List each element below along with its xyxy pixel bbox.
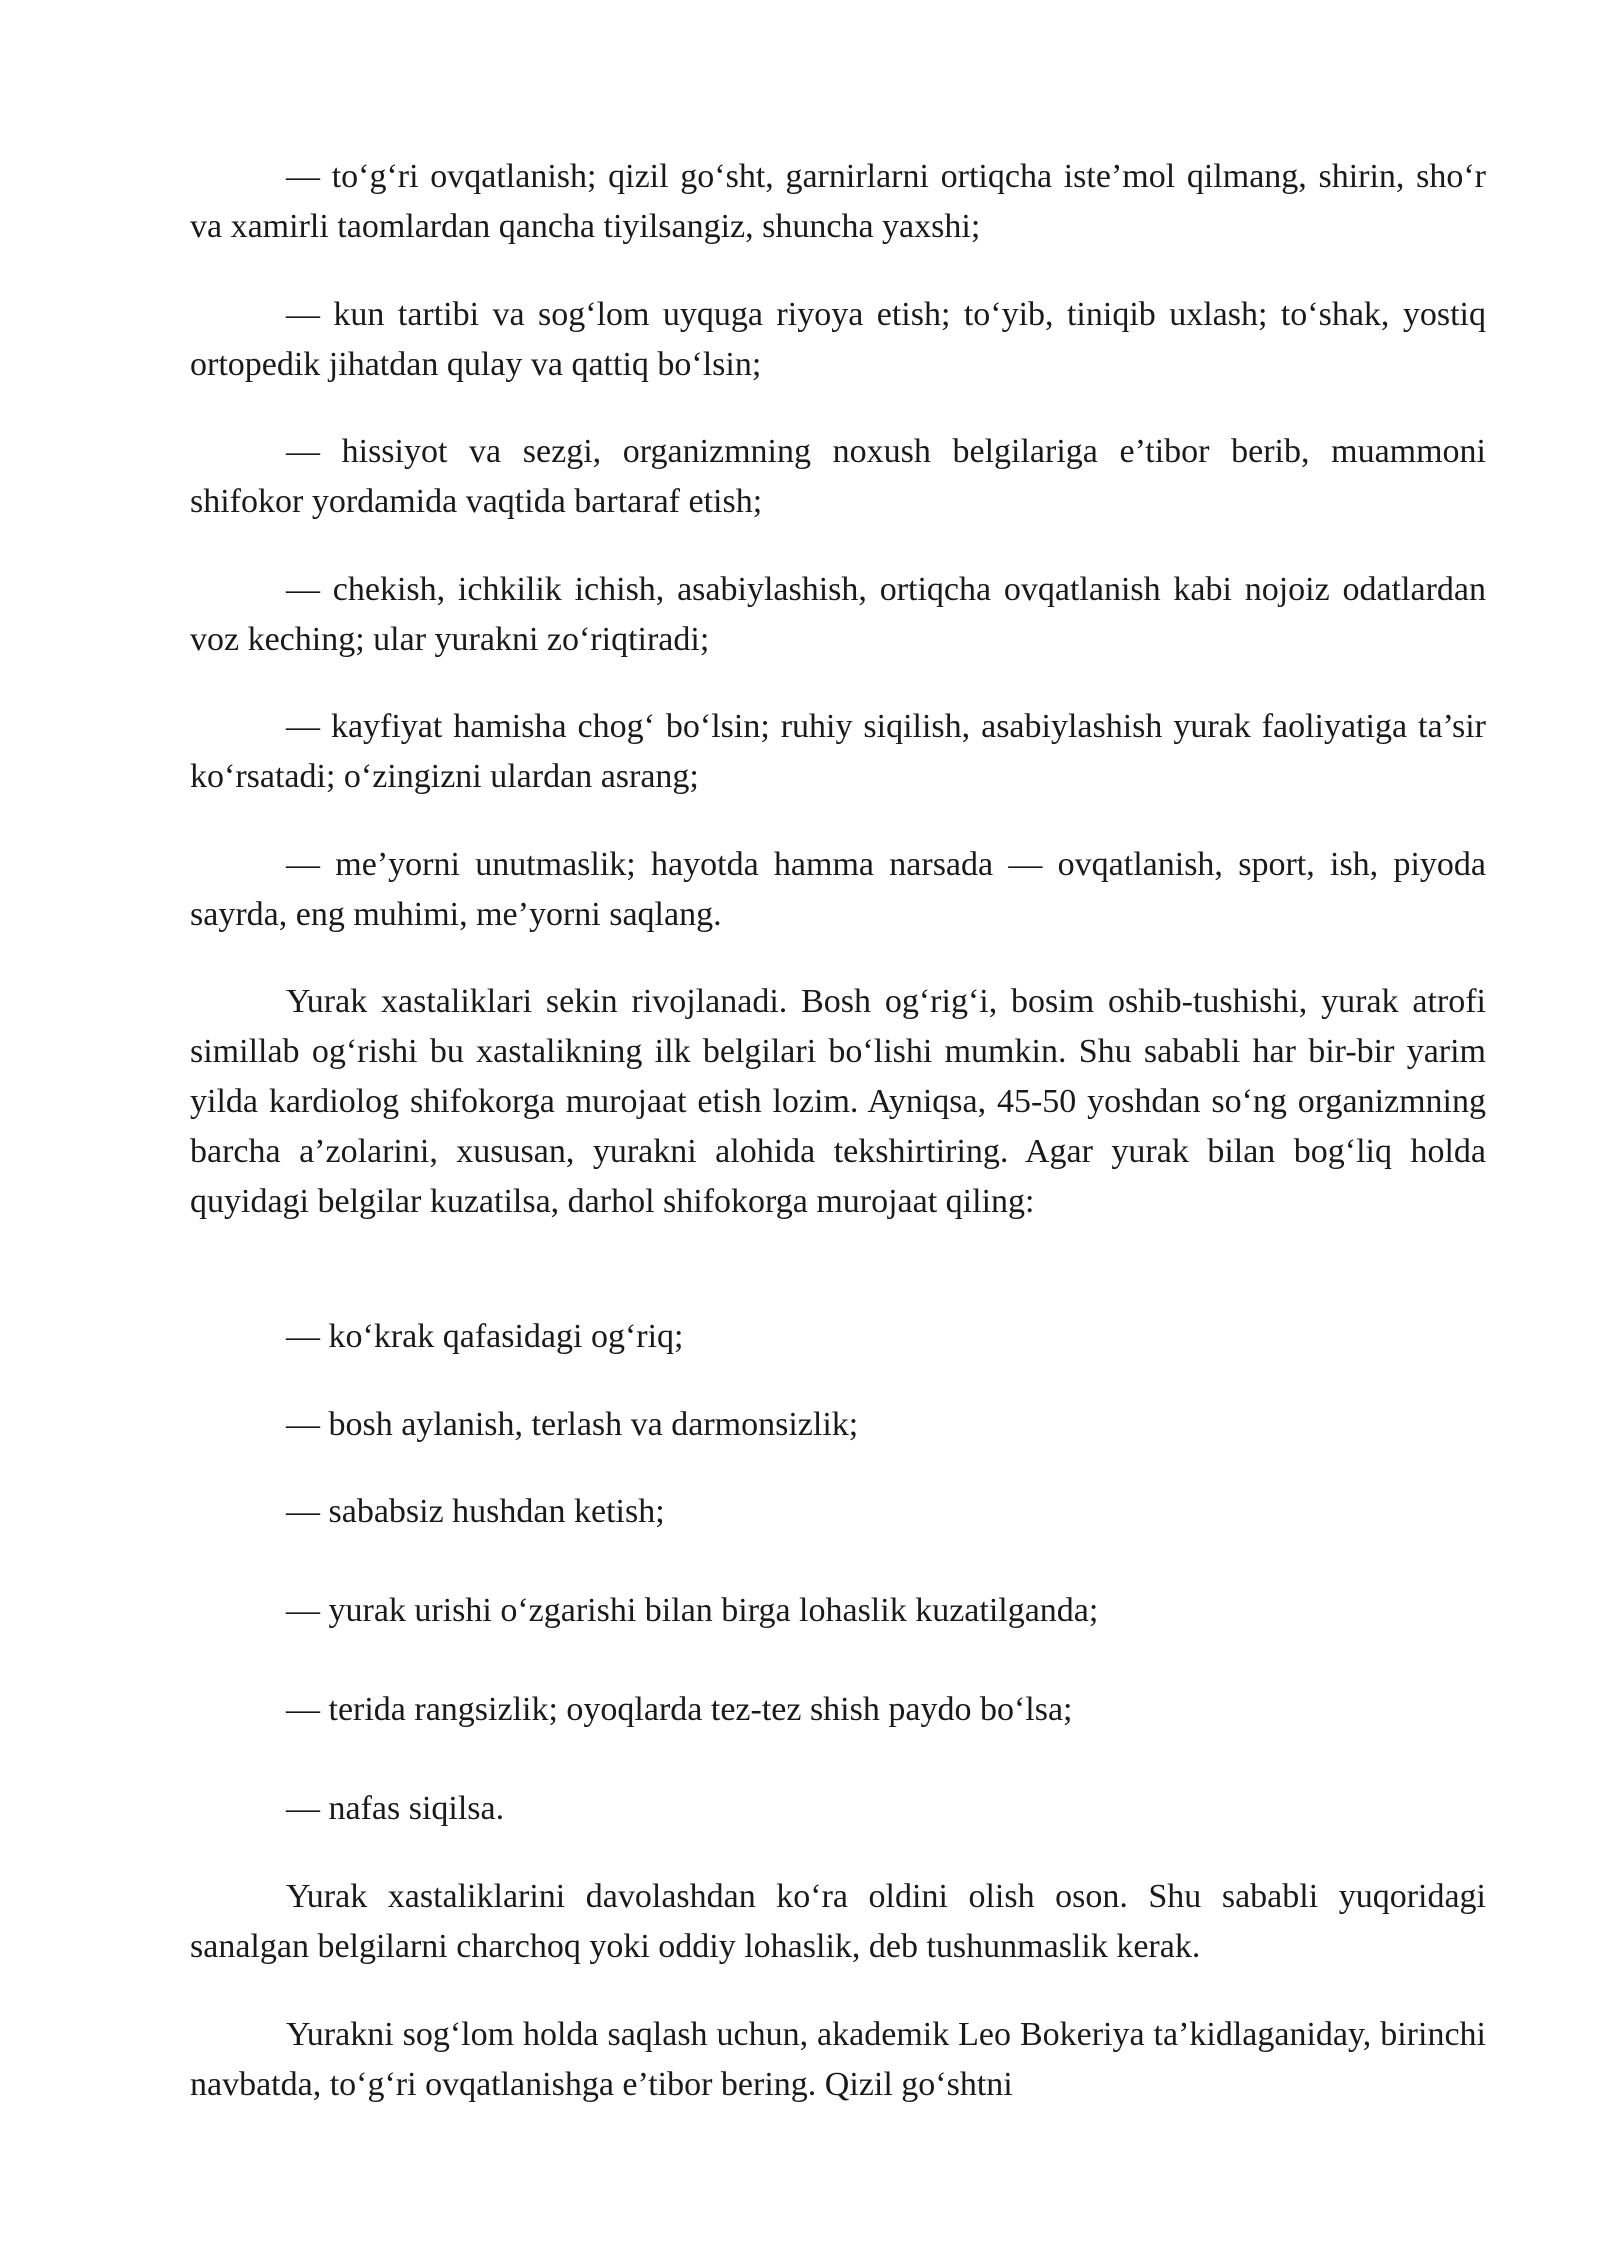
prevention-paragraph: Yurak xastaliklarini davolashdan ko‘ra oldini olish oson. Shu sababli yuqoridagi sanalgan belgilarni charchoq yoki oddiy lohaslik, deb tushunmaslik kerak.	[190, 1878, 1486, 1965]
symptom-item: — bosh aylanish, terlash va darmonsizlik;	[286, 1406, 859, 1443]
bullet-paragraph: — me’yorni unutmaslik; hayotda hamma narsada — ovqatlanish, sport, ish, piyoda sayrda, eng muhimi, me’yorni saqlang.	[190, 846, 1486, 933]
symptom-item: — terida rangsizlik; oyoqlarda tez-tez shish paydo bo‘lsa;	[286, 1691, 1073, 1728]
bullet-paragraph: — to‘g‘ri ovqatlanish; qizil go‘sht, garnirlarni ortiqcha iste’mol qilmang, shirin, sho‘r va xamirli taomlardan qancha tiyilsangiz, shuncha yaxshi;	[190, 158, 1486, 245]
symptom-item: — ko‘krak qafasidagi og‘riq;	[286, 1318, 684, 1355]
bullet-paragraph: — kayfiyat hamisha chog‘ bo‘lsin; ruhiy siqilish, asabiylashish yurak faoliyatiga ta’sir ko‘rsatadi; o‘zingizni ulardan asrang;	[190, 708, 1486, 795]
symptom-item: — sababsiz hushdan ketish;	[286, 1493, 665, 1530]
bokeriya-paragraph: Yurakni sog‘lom holda saqlash uchun, akademik Leo Bokeriya ta’kidlaganiday, birinchi navbatda, to‘g‘ri ovqatlanishga e’tibor bering. Qizil go‘shtni	[190, 2016, 1486, 2103]
symptom-item: — nafas siqilsa.	[286, 1790, 505, 1827]
bullet-paragraph: — kun tartibi va sog‘lom uyquga riyoya etish; to‘yib, tiniqib uxlash; to‘shak, yostiq ortopedik jihatdan qulay va qattiq bo‘lsin;	[190, 296, 1486, 383]
bullet-paragraph: — hissiyot va sezgi, organizmning noxush belgilariga e’tibor berib, muammoni shifokor yordamida vaqtida bartaraf etish;	[190, 433, 1486, 520]
symptom-item: — yurak urishi o‘zgarishi bilan birga lohaslik kuzatilganda;	[286, 1592, 1099, 1629]
bullet-paragraph: — chekish, ichkilik ichish, asabiylashish, ortiqcha ovqatlanish kabi nojoiz odatlardan voz keching; ular yurakni zo‘riqtiradi;	[190, 571, 1486, 658]
symptoms-paragraph: Yurak xastaliklari sekin rivojlanadi. Bosh og‘rig‘i, bosim oshib-tushishi, yurak atrofi simillab og‘rishi bu xastalikning ilk belgilari bo‘lishi mumkin. Shu sababli har bir-bir yarim yilda kardiolog shifokorga murojaat etish lozim. Ayniqsa, 45-50 yoshdan so‘ng organizmning barcha a’zolarini, xususan, yurakni alohida tekshirtiring. Agar yurak bilan bog‘liq holda quyidagi belgilar kuzatilsa, darhol shifokorga murojaat qiling:	[190, 983, 1486, 1220]
